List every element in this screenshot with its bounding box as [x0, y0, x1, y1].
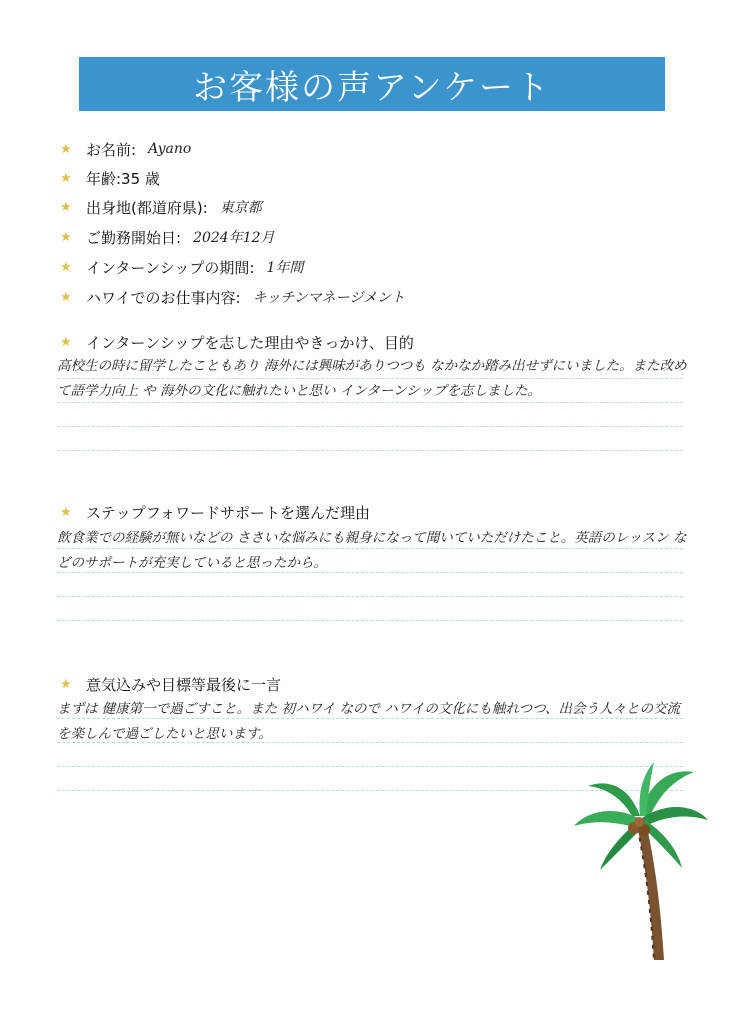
profile-hometown-row: [60, 195, 262, 219]
ruled-line: [57, 548, 683, 549]
star-icon: ★: [60, 170, 72, 186]
field-label: インターンシップの期間:: [86, 258, 255, 277]
star-icon: ★: [60, 334, 72, 350]
field-label: 出身地(都道府県):: [86, 198, 208, 217]
ruled-line: [57, 450, 683, 451]
section-title-label: 意気込みや目標等最後に一言: [86, 675, 282, 694]
section-title-reason: [60, 500, 370, 524]
star-icon: ★: [60, 141, 72, 157]
profile-age-row: [60, 166, 172, 190]
ruled-line: [57, 572, 683, 573]
ruled-line: [57, 620, 683, 621]
field-label: お名前:: [86, 140, 137, 159]
star-icon: ★: [60, 504, 72, 520]
ruled-line: [57, 596, 683, 597]
section-title-label: インターンシップを志した理由やきっかけ、目的: [86, 333, 414, 352]
ruled-line: [57, 402, 683, 403]
field-label: 年齢:35 歳: [86, 169, 160, 188]
header-banner: [79, 57, 665, 111]
field-value: 東京都: [219, 200, 262, 216]
ruled-line: [57, 378, 683, 379]
section-title-message: [60, 672, 281, 696]
page-title: お客様の声アンケート: [193, 67, 551, 108]
profile-period-row: [60, 255, 303, 279]
star-icon: ★: [60, 229, 72, 245]
star-icon: ★: [60, 199, 72, 215]
answer-motivation: 高校生の時に留学したこともあり 海外には興味がありつつも なかなか踏み出せずにいました。また改めて語学力向上 や 海外の文化に触れたいと思い インターンシップを志しました。: [57, 358, 687, 399]
field-label: ハワイでのお仕事内容:: [86, 288, 241, 307]
profile-name-row: [60, 137, 191, 161]
star-icon: ★: [60, 289, 72, 305]
field-value: キッチンマネージメント: [252, 290, 405, 306]
ruled-line: [57, 718, 683, 719]
field-label: ご勤務開始日:: [86, 228, 182, 247]
answer-message: まずは 健康第一で過ごすこと。また 初ハワイ なので ハワイの文化にも触れつつ、出会う人々との交流を楽しんで過ごしたいと思います。: [57, 701, 681, 742]
answer-reason: 飲食業での経験が無いなどの ささいな悩みにも親身になって聞いていただけたこと。英語のレッスン などのサポートが充実していると思ったから。: [57, 530, 687, 571]
profile-start-date-row: [60, 225, 275, 249]
field-value: Ayano: [148, 141, 192, 157]
ruled-line: [57, 742, 683, 743]
palm-tree-icon: [570, 758, 710, 963]
ruled-line: [57, 426, 683, 427]
field-value: 2024年12月: [193, 230, 275, 246]
star-icon: ★: [60, 259, 72, 275]
star-icon: ★: [60, 676, 72, 692]
section-title-label: ステップフォワードサポートを選んだ理由: [86, 503, 370, 522]
field-value: 1年間: [266, 260, 304, 276]
section-title-motivation: [60, 330, 414, 354]
profile-job-row: [60, 285, 405, 309]
